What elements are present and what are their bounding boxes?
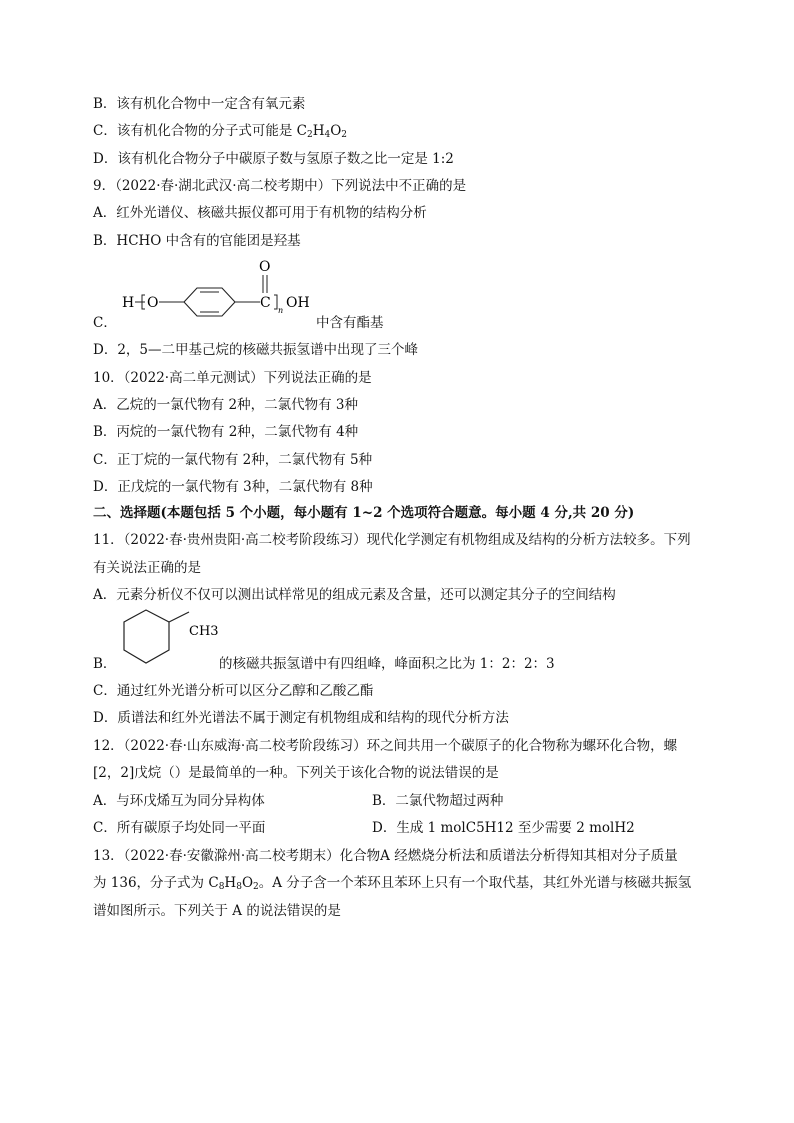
- structure-carbonyl-o: O: [259, 259, 271, 275]
- question-9: 9．（2022·春·湖北武汉·高二校考期中）下列说法中不正确的是: [93, 178, 467, 194]
- option-11c: C．通过红外光谱分析可以区分乙醇和乙酸乙酯: [93, 683, 374, 699]
- methylcyclohexane-structure: [116, 606, 226, 672]
- option-12d: D．生成 1 molC5H12 至少需要 2 molH2: [372, 820, 635, 836]
- question-13-line3: 谱如图所示。下列关于 A 的说法错误的是: [93, 903, 341, 919]
- option-11b-text: 的核磁共振氢谱中有四组峰，峰面积之比为 1：2：2：3: [219, 656, 555, 672]
- option-8b: B．该有机化合物中一定含有氧元素: [93, 96, 306, 112]
- structure-n-label: n: [278, 306, 284, 315]
- question-13-line1: 13．（2022·春·安徽滁州·高二校考期末）化合物A 经燃烧分析法和质谱法分析得知其相对分子质量: [93, 848, 678, 864]
- option-8d: D．该有机化合物分子中碳原子数与氢原子数之比一定是 1:2: [93, 151, 454, 167]
- option-11b-label: B．: [93, 656, 117, 672]
- polyester-structure: [118, 255, 328, 327]
- option-11a: A．元素分析仪不仅可以测出试样常见的组成元素及含量，还可以测定其分子的空间结构: [93, 587, 616, 603]
- section-2-heading: 二、选择题(本题包括 5 个小题，每小题有 1~2 个选项符合题意。每小题 4 分,共 20 分): [93, 505, 635, 521]
- structure-oh-label: OH: [286, 295, 310, 311]
- option-9c-text: 中含有酯基: [316, 315, 384, 331]
- option-10c: C．正丁烷的一氯代物有 2种，二氯代物有 5种: [93, 452, 373, 468]
- option-8c: C．该有机化合物的分子式可能是 $C_2H_4O_2$: [93, 123, 348, 140]
- structure-o-label: O: [147, 295, 159, 311]
- option-9c-label: C．: [93, 315, 117, 331]
- option-12b: B．二氯代物超过两种: [372, 793, 504, 809]
- structure-c-label: C: [260, 295, 271, 311]
- option-12c: C．所有碳原子均处同一平面: [93, 820, 266, 836]
- option-12a: A．与环戊烯互为同分异构体: [93, 793, 265, 809]
- option-10d: D．正戊烷的一氯代物有 3种，二氯代物有 8种: [93, 479, 373, 495]
- question-10: 10．（2022·高二单元测试）下列说法正确的是: [93, 370, 372, 386]
- option-11d: D．质谱法和红外光谱法不属于测定有机物组成和结构的现代分析方法: [93, 710, 509, 726]
- option-9a: A．红外光谱仪、核磁共振仪都可用于有机物的结构分析: [93, 205, 427, 221]
- option-9d: D．2，5—二甲基己烷的核磁共振氢谱中出现了三个峰: [93, 342, 419, 358]
- question-13-line2: 为 136，分子式为 $C_8H_8O_2$。A 分子含一个苯环且苯环上只有一个取代基，其红外光谱与核磁共振氢: [93, 875, 692, 892]
- question-11-line1: 11．（2022·春·贵州贵阳·高二校考阶段练习）现代化学测定有机物组成及结构的分析方法较多。下列: [93, 532, 691, 548]
- structure-ch3-label: CH3: [189, 624, 219, 639]
- question-12-line1: 12．（2022·春·山东威海·高二校考阶段练习）环之间共用一个碳原子的化合物称为螺环化合物，螺: [93, 738, 678, 754]
- question-12-line2: [2，2]戊烷（）是最简单的一种。下列关于该化合物的说法错误的是: [93, 765, 499, 781]
- question-11-line2: 有关说法正确的是: [93, 560, 201, 576]
- option-9b: B．HCHO 中含有的官能团是羟基: [93, 233, 301, 249]
- option-10a: A．乙烷的一氯代物有 2种，二氯代物有 3种: [93, 397, 359, 413]
- structure-h-label: H: [122, 295, 135, 311]
- option-10b: B．丙烷的一氯代物有 2种，二氯代物有 4种: [93, 424, 359, 440]
